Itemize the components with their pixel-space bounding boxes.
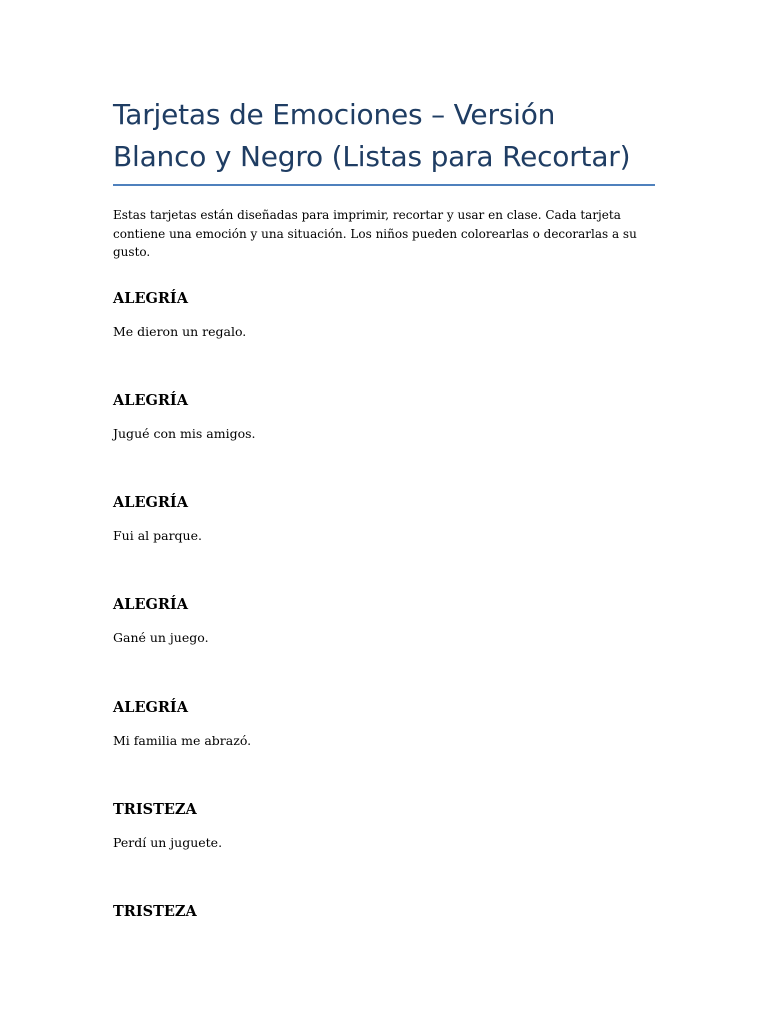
card-emotion-label: ALEGRÍA <box>113 596 188 614</box>
emotion-card <box>113 493 655 595</box>
card-situation-text: Me dieron un regalo. <box>113 323 247 339</box>
emotion-card <box>113 698 655 800</box>
intro-paragraph: Estas tarjetas están diseñadas para imprimir, recortar y usar en clase. Cada tarjeta contiene una emoción y una situación. Los niños pueden colorearlas o decorarlas a su gusto. <box>113 208 637 259</box>
card-emotion-label: ALEGRÍA <box>113 289 188 307</box>
card-emotion-label: ALEGRÍA <box>113 494 188 512</box>
emotion-card <box>113 595 655 697</box>
emotion-card <box>113 391 655 493</box>
document-title: Tarjetas de Emociones – Versión Blanco y Negro (Listas para Recortar) <box>113 98 631 173</box>
card-situation-text: Jugué con mis amigos. <box>113 425 256 441</box>
card-situation-text: Mi familia me abrazó. <box>113 732 252 748</box>
card-situation-text: Gané un juego. <box>113 630 209 646</box>
card-emotion-label: ALEGRÍA <box>113 698 188 716</box>
emotion-card-list <box>113 289 655 1005</box>
emotion-card <box>113 800 655 902</box>
card-emotion-label: ALEGRÍA <box>113 391 188 409</box>
emotion-card <box>113 289 655 391</box>
emotion-card <box>113 902 655 1004</box>
title-divider <box>113 184 655 186</box>
document-page <box>113 94 655 1005</box>
card-situation-text: Perdí un juguete. <box>113 834 223 850</box>
card-situation-text: Fui al parque. <box>113 528 202 544</box>
card-emotion-label: TRISTEZA <box>113 800 197 818</box>
card-emotion-label: TRISTEZA <box>113 903 197 921</box>
